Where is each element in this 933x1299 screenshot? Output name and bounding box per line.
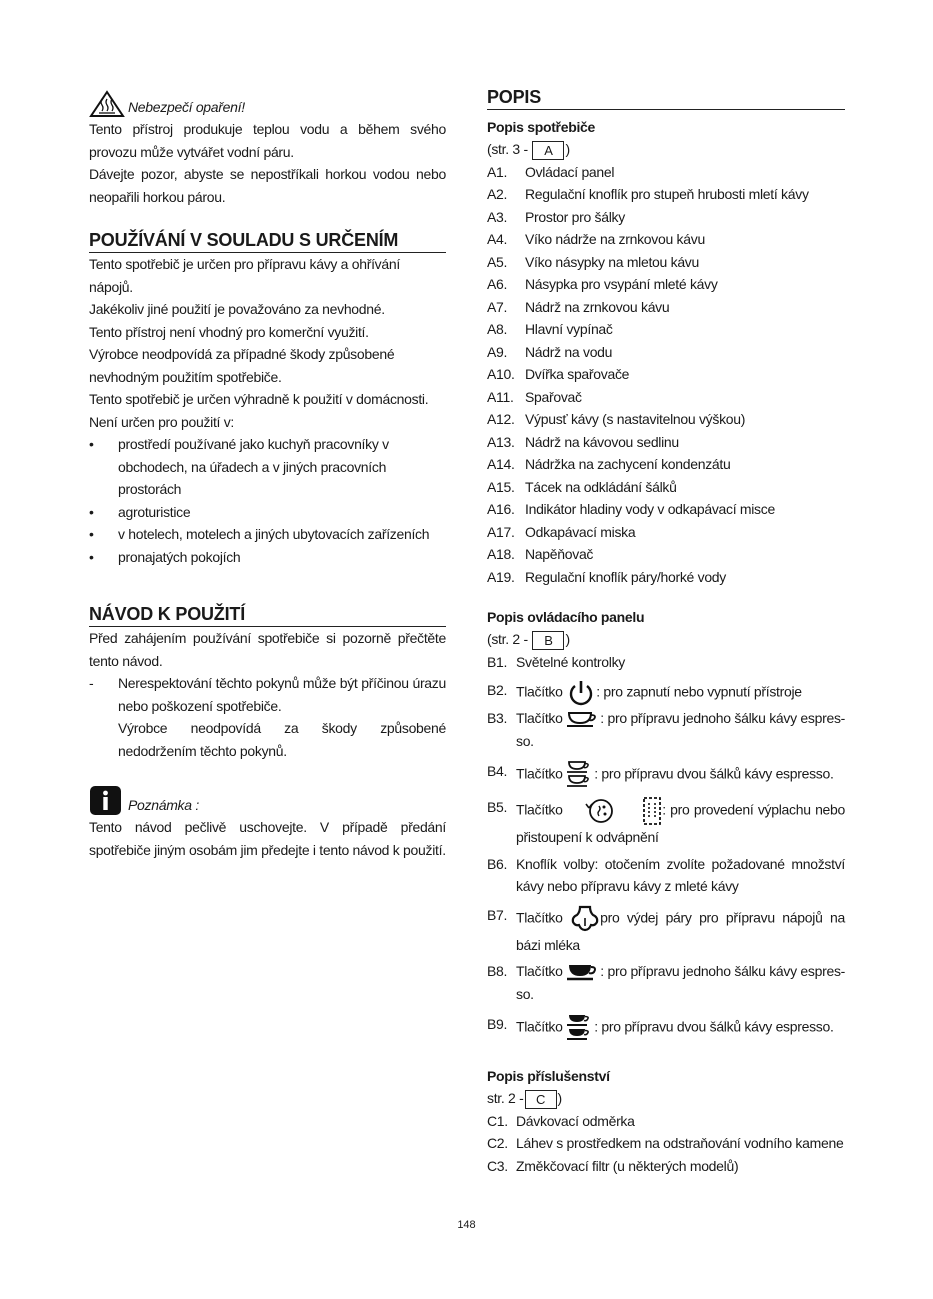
list-item xyxy=(487,1132,845,1155)
right-column xyxy=(487,86,845,1177)
ref-suffix: ) xyxy=(565,631,570,647)
item-code: C3. xyxy=(487,1157,508,1174)
item-text: Dvířka spařovače xyxy=(525,366,630,382)
item-text: pro výdej páry pro přípravu nápojů na bázi mléka xyxy=(516,909,845,953)
warning-text-2: Dávejte pozor, abyste se nepostříkali horkou vodou nebo neopařili horkou párou. xyxy=(89,166,446,205)
dash-mark: - xyxy=(89,675,94,691)
item-code: C2. xyxy=(487,1135,508,1151)
instructions-dash-item xyxy=(89,672,446,762)
usage-p1: Tento spotřebič je určen pro přípravu kávy a ohřívání nápojů. xyxy=(89,256,400,295)
ref-suffix: ) xyxy=(557,1090,562,1106)
instructions-dash-2: Výrobce neodpovídá za škody způsobené nedodržením těchto pokynů. xyxy=(118,720,446,759)
item-code: A5. xyxy=(487,253,508,270)
list-item: • v hotelech, motelech a jiných ubytovacích zařízeních xyxy=(89,523,446,546)
item-text: Prostor pro šálky xyxy=(525,208,625,225)
item-text: Ovládací panel xyxy=(525,163,615,180)
item-code: A10. xyxy=(487,366,515,382)
item-code: A14. xyxy=(487,456,515,472)
item-label: Tlačítko xyxy=(516,963,563,979)
item-code: B6. xyxy=(487,855,508,872)
list-item xyxy=(487,431,845,454)
usage-p2: Jakékoliv jiné použití je považováno za nevhodné. xyxy=(89,301,385,317)
item-code: A9. xyxy=(487,343,508,360)
panel-item-b8 xyxy=(487,960,845,1005)
item-text: Víko nádrže na zrnkovou kávu xyxy=(525,231,705,247)
list-item xyxy=(487,318,845,341)
ref-box-a: A xyxy=(532,141,564,160)
warning-title: Nebezpečí opaření! xyxy=(128,98,245,115)
list-item xyxy=(487,498,845,521)
item-label: Tlačítko xyxy=(516,710,563,726)
item-code: B1. xyxy=(487,653,508,670)
one-cup-filled-icon xyxy=(566,962,600,982)
item-code: A4. xyxy=(487,231,508,247)
list-item xyxy=(487,161,845,184)
item-code: C1. xyxy=(487,1112,508,1129)
page-number: 148 xyxy=(457,1219,476,1231)
item-code: B4. xyxy=(487,763,508,779)
panel-item-b2 xyxy=(487,679,845,707)
panel-item-b4 xyxy=(487,760,845,790)
item-text: : pro provedení výplachu nebo přistoupení k odvápnění xyxy=(516,801,846,845)
item-text: : pro přípravu jednoho šálku kávy espres-so. xyxy=(516,710,846,749)
item-text: Nádrž na zrnkovou kávu xyxy=(525,298,670,315)
panel-title: Popis ovládacího panelu xyxy=(487,609,645,625)
list-item xyxy=(487,341,845,364)
list-item xyxy=(487,386,845,409)
list-item: • agroturistice xyxy=(89,501,446,524)
usage-p5: Tento spotřebič je určen výhradně k použití v domácnosti. Není určen pro použití v: xyxy=(89,391,429,430)
panel-item-b3 xyxy=(487,707,845,752)
usage-p3: Tento přístroj není vhodný pro komerční využití. xyxy=(89,323,369,340)
note-title-line xyxy=(89,780,446,816)
item-code: B7. xyxy=(487,906,508,923)
item-code: B9. xyxy=(487,1016,508,1032)
item-text: : pro zapnutí nebo vypnutí přístroje xyxy=(596,683,802,700)
ref-prefix: (str. 3 - xyxy=(487,141,528,157)
item-code: A2. xyxy=(487,186,508,202)
warning-title-line xyxy=(89,86,446,118)
item-text: : pro přípravu jednoho šálku kávy espres-so. xyxy=(516,963,846,1002)
usage-p4: Výrobce neodpovídá za případné škody způsobené nevhodným použitím spotřebiče. xyxy=(89,346,395,385)
list-item xyxy=(487,251,845,274)
item-code: A11. xyxy=(487,388,514,405)
item-code: B5. xyxy=(487,799,508,815)
item-text: Nádržka na zachycení kondenzátu xyxy=(525,456,731,472)
list-item xyxy=(487,566,845,589)
item-label: Tlačítko xyxy=(516,683,563,700)
panel-item-b1 xyxy=(487,651,845,674)
appliance-title: Popis spotřebiče xyxy=(487,119,596,135)
item-code: A18. xyxy=(487,546,515,562)
panel-ref xyxy=(487,628,845,651)
ref-suffix: ) xyxy=(565,141,570,157)
item-text: Regulační knoflík páry/horké vody xyxy=(525,568,726,585)
item-code: A3. xyxy=(487,208,508,225)
item-text: : pro přípravu dvou šálků kávy espresso. xyxy=(594,765,834,782)
one-cup-icon xyxy=(566,710,600,728)
usage-heading: POUŽÍVÁNÍ V SOULADU S URČENÍM xyxy=(89,229,446,253)
list-item xyxy=(487,183,845,206)
item-text: Láhev s prostředkem na odstraňování vodního kamene xyxy=(516,1135,844,1151)
item-text: Změkčovací filtr (u některých modelů) xyxy=(516,1157,739,1174)
instructions-dash-1: Nerespektování těchto pokynů může být příčinou úrazu nebo poškození spotřebiče. xyxy=(118,675,446,714)
item-text: Regulační knoflík pro stupeň hrubosti mletí kávy xyxy=(525,186,809,202)
item-text: Napěňovač xyxy=(525,546,594,562)
list-item xyxy=(487,296,845,319)
item-code: A8. xyxy=(487,321,508,337)
item-text: Nádrž na vodu xyxy=(525,343,613,360)
note-text: Tento návod pečlivě uschovejte. V případě předání spotřebiče jiným osobám jim předejte i tento návod k použití. xyxy=(89,819,446,858)
ref-prefix: (str. 2 - xyxy=(487,631,528,647)
list-item: • prostředí používané jako kuchyň pracovníky v obchodech, na úřadech a v jiných pracovních prostorách xyxy=(89,433,446,501)
instructions-p1: Před zahájením používání spotřebiče si pozorně přečtěte tento návod. xyxy=(89,630,446,669)
item-text: Dávkovací odměrka xyxy=(516,1112,635,1129)
list-item xyxy=(487,1110,845,1133)
two-cups-icon xyxy=(566,760,594,790)
ref-prefix: str. 2 - xyxy=(487,1090,524,1106)
item-code: A16. xyxy=(487,501,515,517)
accessories-list xyxy=(487,1110,845,1178)
item-code: B2. xyxy=(487,682,508,698)
list-item xyxy=(487,408,845,431)
item-code: A7. xyxy=(487,298,508,315)
hot-surface-warning-icon xyxy=(89,90,125,118)
panel-item-b9 xyxy=(487,1013,845,1043)
item-label: Tlačítko xyxy=(516,801,563,818)
accessories-title: Popis příslušenství xyxy=(487,1068,610,1084)
usage-bullet-list xyxy=(89,433,446,568)
item-text: Odkapávací miska xyxy=(525,523,636,540)
list-item xyxy=(487,453,845,476)
power-icon xyxy=(566,679,596,707)
item-text: Světelné kontrolky xyxy=(516,653,625,670)
item-code: A6. xyxy=(487,276,508,292)
warning-text-1: Tento přístroj produkuje teplou vodu a během svého provozu může vytvářet vodní páru. xyxy=(89,121,446,160)
item-code: A15. xyxy=(487,478,515,495)
item-code: A19. xyxy=(487,568,515,585)
panel-item-b6 xyxy=(487,853,845,898)
item-label: Tlačítko xyxy=(516,909,563,926)
left-column xyxy=(89,86,446,861)
item-text: Indikátor hladiny vody v odkapávací misce xyxy=(525,501,775,517)
item-text: Výpusť kávy (s nastavitelnou výškou) xyxy=(525,411,746,427)
item-code: B8. xyxy=(487,963,508,979)
list-item xyxy=(487,273,845,296)
descale-icon xyxy=(642,796,662,826)
item-text: Spařovač xyxy=(525,388,582,405)
list-item xyxy=(487,363,845,386)
accessories-ref xyxy=(487,1087,845,1110)
item-label: Tlačítko xyxy=(516,765,563,782)
item-text: Knoflík volby: otočením zvolíte požadované množství kávy nebo přípravu kávy z mleté kávy xyxy=(516,855,845,894)
list-item xyxy=(487,543,845,566)
item-code: A17. xyxy=(487,523,515,540)
item-code: A1. xyxy=(487,163,508,180)
info-icon xyxy=(89,785,122,816)
item-code: A12. xyxy=(487,411,515,427)
list-item xyxy=(487,476,845,499)
panel-item-b5 xyxy=(487,796,845,849)
list-item xyxy=(487,206,845,229)
appliance-ref xyxy=(487,138,845,161)
list-item xyxy=(487,228,845,251)
note-label: Poznámka : xyxy=(128,796,199,813)
two-cups-filled-icon xyxy=(566,1013,594,1043)
item-text: Tácek na odkládání šálků xyxy=(525,478,677,495)
ref-box-b: B xyxy=(532,631,564,650)
list-item xyxy=(487,521,845,544)
ref-box-c: C xyxy=(525,1090,557,1109)
item-text: Hlavní vypínač xyxy=(525,321,613,337)
item-text: Násypka pro vsypání mleté kávy xyxy=(525,276,718,292)
item-text: Nádrž na kávovou sedlinu xyxy=(525,433,679,450)
panel-item-b7 xyxy=(487,904,845,957)
item-text: : pro přípravu dvou šálků kávy espresso. xyxy=(594,1018,834,1035)
steam-icon xyxy=(570,904,600,934)
appliance-parts-list xyxy=(487,161,845,589)
item-label: Tlačítko xyxy=(516,1018,563,1035)
list-item xyxy=(487,1155,845,1178)
description-heading: POPIS xyxy=(487,86,845,110)
item-code: A13. xyxy=(487,433,515,450)
list-item: • pronajatých pokojích xyxy=(89,546,446,569)
instructions-heading: NÁVOD K POUŽITÍ xyxy=(89,603,446,627)
rinse-icon xyxy=(583,796,617,826)
item-code: B3. xyxy=(487,710,508,726)
item-text: Víko násypky na mletou kávu xyxy=(525,253,699,270)
